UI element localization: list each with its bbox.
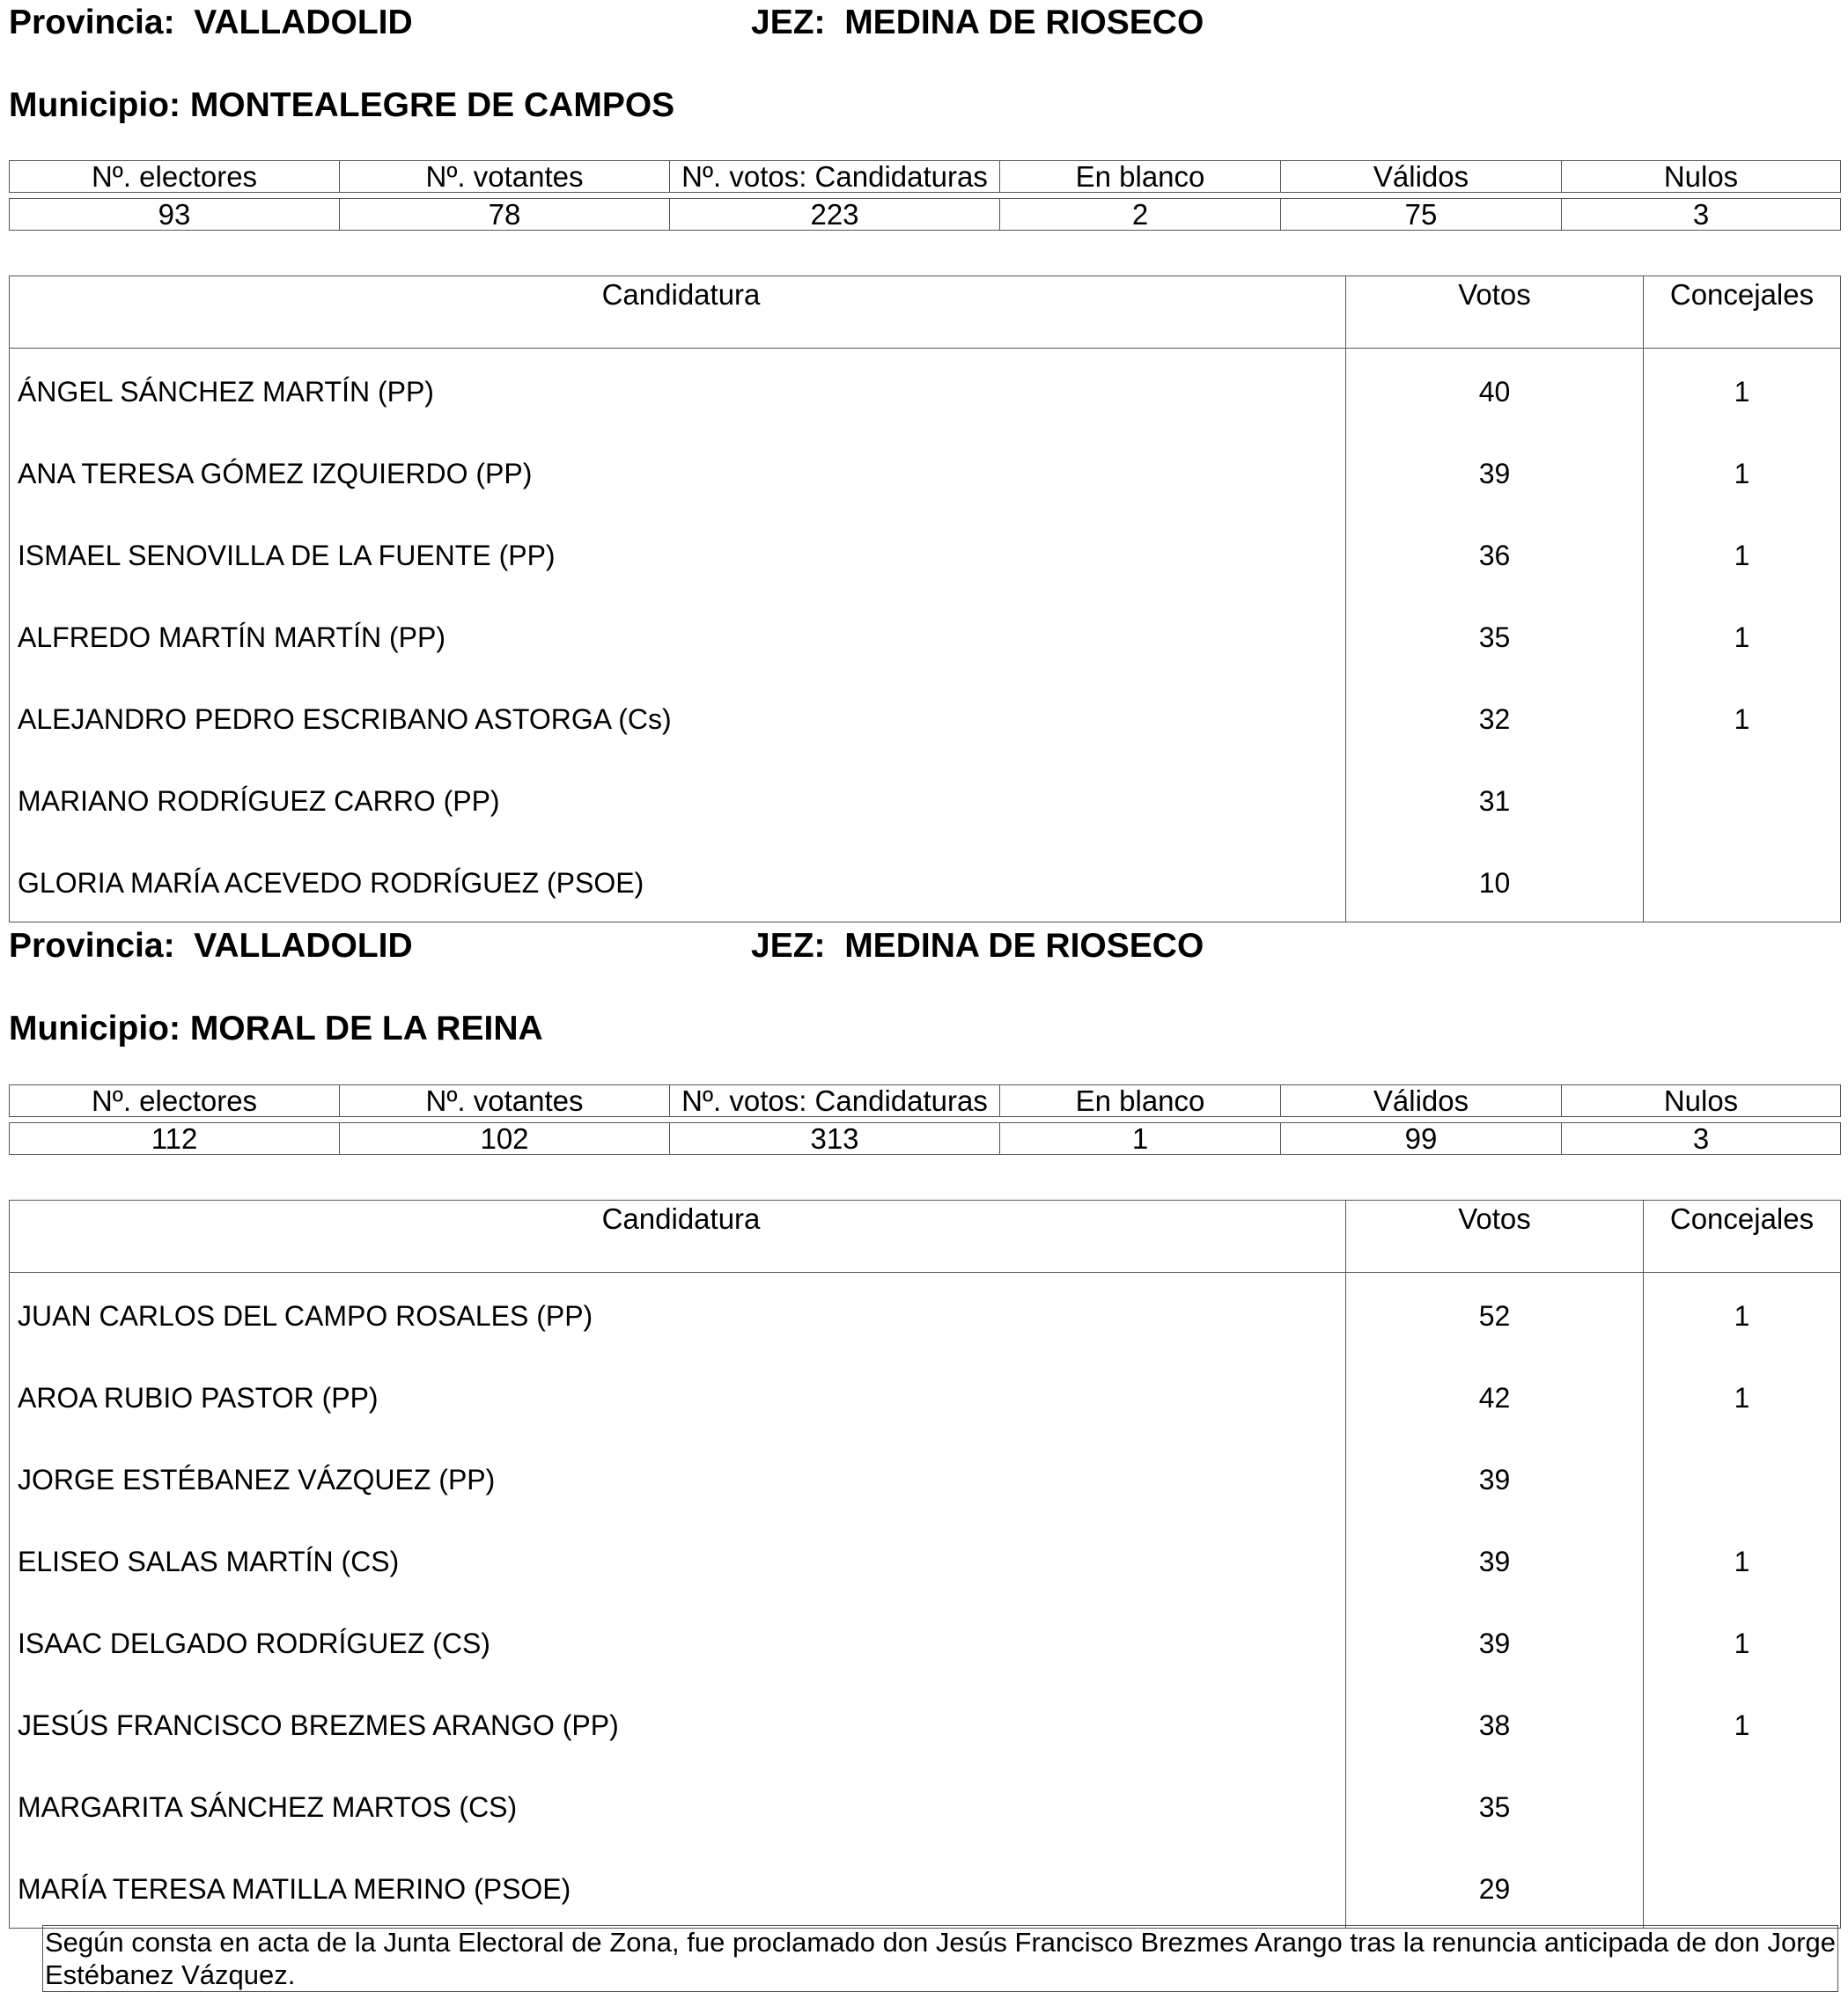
stats-header: Nº. electores xyxy=(10,1085,340,1117)
table-row xyxy=(10,512,1841,594)
candidate-votos: 52 xyxy=(1346,1273,1644,1356)
candidate-name: ISAAC DELGADO RODRÍGUEZ (CS) xyxy=(18,1627,490,1659)
candidate-name: AROA RUBIO PASTOR (PP) xyxy=(18,1381,379,1414)
candidate-name: ANA TERESA GÓMEZ IZQUIERDO (PP) xyxy=(18,457,533,489)
stats-value: 99 xyxy=(1281,1123,1562,1155)
table-row xyxy=(10,1600,1841,1682)
candidate-concejales: 1 xyxy=(1644,349,1841,431)
candidate-concejales: 1 xyxy=(1644,676,1841,758)
candidate-concejales: 1 xyxy=(1644,594,1841,676)
candidate-name: ISMAEL SENOVILLA DE LA FUENTE (PP) xyxy=(18,539,556,571)
table-row xyxy=(10,1273,1841,1356)
candidate-concejales: 1 xyxy=(1644,1682,1841,1764)
table-row xyxy=(10,840,1841,922)
candidate-concejales xyxy=(1644,1846,1841,1929)
candidate-concejales: 1 xyxy=(1644,1355,1841,1437)
candidate-votos: 31 xyxy=(1346,758,1644,840)
stats-table xyxy=(9,1084,1841,1155)
candidate-votos: 39 xyxy=(1346,1600,1644,1682)
stats-value: 2 xyxy=(1000,199,1281,231)
candidate-name: MARGARITA SÁNCHEZ MARTOS (CS) xyxy=(18,1790,518,1823)
stats-value: 112 xyxy=(10,1123,340,1155)
stats-table xyxy=(9,160,1841,231)
table-row xyxy=(10,594,1841,676)
candidate-votos: 36 xyxy=(1346,512,1644,594)
stats-header: En blanco xyxy=(1000,1085,1281,1117)
candidate-concejales xyxy=(1644,1437,1841,1518)
table-row xyxy=(10,676,1841,758)
candidate-votos: 29 xyxy=(1346,1846,1644,1929)
table-row xyxy=(10,1437,1841,1518)
stats-header: Válidos xyxy=(1281,1085,1562,1117)
stats-header: Nº. electores xyxy=(10,161,340,193)
candidate-name: ELISEO SALAS MARTÍN (CS) xyxy=(18,1545,400,1577)
table-row xyxy=(10,1355,1841,1437)
candidates-table xyxy=(9,1200,1841,1929)
stats-value-row xyxy=(10,199,1841,231)
candidate-name: ALEJANDRO PEDRO ESCRIBANO ASTORGA (Cs) xyxy=(18,702,672,735)
candidate-concejales: 1 xyxy=(1644,512,1841,594)
candidate-concejales xyxy=(1644,840,1841,922)
candidate-name: MARIANO RODRÍGUEZ CARRO (PP) xyxy=(18,784,500,817)
stats-header: Nº. votantes xyxy=(340,161,670,193)
candidate-name: JESÚS FRANCISCO BREZMES ARANGO (PP) xyxy=(18,1709,619,1741)
candidate-concejales: 1 xyxy=(1644,430,1841,512)
candidate-concejales: 1 xyxy=(1644,1273,1841,1356)
candidates-header-row xyxy=(10,1201,1841,1273)
candidate-votos: 32 xyxy=(1346,676,1644,758)
table-row xyxy=(10,758,1841,840)
provincia-heading: Provincia: VALLADOLID xyxy=(9,927,413,965)
stats-value: 313 xyxy=(670,1123,1000,1155)
stats-header: En blanco xyxy=(1000,161,1281,193)
table-row xyxy=(10,1682,1841,1764)
stats-header: Nº. votos: Candidaturas xyxy=(670,161,1000,193)
candidate-concejales xyxy=(1644,758,1841,840)
municipio-heading: Municipio: MONTEALEGRE DE CAMPOS xyxy=(9,86,675,124)
candidate-name: JORGE ESTÉBANEZ VÁZQUEZ (PP) xyxy=(18,1463,496,1496)
votos-header: Votos xyxy=(1346,1201,1644,1273)
candidate-name: ÁNGEL SÁNCHEZ MARTÍN (PP) xyxy=(18,375,434,408)
stats-value: 1 xyxy=(1000,1123,1281,1155)
candidate-concejales: 1 xyxy=(1644,1600,1841,1682)
stats-value: 102 xyxy=(340,1123,670,1155)
candidate-votos: 10 xyxy=(1346,840,1644,922)
stats-value: 3 xyxy=(1562,199,1841,231)
stats-value: 93 xyxy=(10,199,340,231)
stats-header-row xyxy=(10,1085,1841,1117)
jez-heading: JEZ: MEDINA DE RIOSECO xyxy=(751,927,1204,965)
provincia-heading: Provincia: VALLADOLID xyxy=(9,4,413,41)
table-row xyxy=(10,349,1841,431)
stats-header: Nulos xyxy=(1562,1085,1841,1117)
stats-value: 223 xyxy=(670,199,1000,231)
table-row xyxy=(10,1846,1841,1929)
concejales-header: Concejales xyxy=(1644,1201,1841,1273)
candidatura-header: Candidatura xyxy=(10,276,1346,349)
candidate-votos: 42 xyxy=(1346,1355,1644,1437)
stats-value: 3 xyxy=(1562,1123,1841,1155)
stats-value: 78 xyxy=(340,199,670,231)
concejales-header: Concejales xyxy=(1644,276,1841,349)
table-row xyxy=(10,430,1841,512)
candidate-votos: 35 xyxy=(1346,594,1644,676)
candidate-votos: 35 xyxy=(1346,1764,1644,1846)
stats-header-row xyxy=(10,161,1841,193)
votos-header: Votos xyxy=(1346,276,1644,349)
candidates-header-row xyxy=(10,276,1841,349)
table-row xyxy=(10,1764,1841,1846)
candidate-votos: 39 xyxy=(1346,1437,1644,1518)
jez-heading: JEZ: MEDINA DE RIOSECO xyxy=(751,4,1204,41)
candidates-table xyxy=(9,276,1841,922)
candidate-name: ALFREDO MARTÍN MARTÍN (PP) xyxy=(18,621,445,653)
stats-value: 75 xyxy=(1281,199,1562,231)
candidate-votos: 39 xyxy=(1346,1518,1644,1600)
stats-header: Nº. votos: Candidaturas xyxy=(670,1085,1000,1117)
candidatura-header: Candidatura xyxy=(10,1201,1346,1273)
municipio-heading: Municipio: MORAL DE LA REINA xyxy=(9,1010,543,1047)
table-row xyxy=(10,1518,1841,1600)
candidate-name: JUAN CARLOS DEL CAMPO ROSALES (PP) xyxy=(18,1299,593,1332)
candidate-name: GLORIA MARÍA ACEVEDO RODRÍGUEZ (PSOE) xyxy=(18,866,644,899)
candidate-votos: 38 xyxy=(1346,1682,1644,1764)
candidate-name: MARÍA TERESA MATILLA MERINO (PSOE) xyxy=(18,1872,571,1905)
candidate-concejales xyxy=(1644,1764,1841,1846)
candidate-votos: 39 xyxy=(1346,430,1644,512)
candidate-votos: 40 xyxy=(1346,349,1644,431)
stats-header: Nulos xyxy=(1562,161,1841,193)
stats-header: Válidos xyxy=(1281,161,1562,193)
footnote-box: Según consta en acta de la Junta Electoral de Zona, fue proclamado don Jesús Francisco Brezmes Arango tras la renuncia anticipada de don Jorge Estébanez Vázquez. xyxy=(42,1925,1838,1992)
stats-header: Nº. votantes xyxy=(340,1085,670,1117)
candidate-concejales: 1 xyxy=(1644,1518,1841,1600)
stats-value-row xyxy=(10,1123,1841,1155)
